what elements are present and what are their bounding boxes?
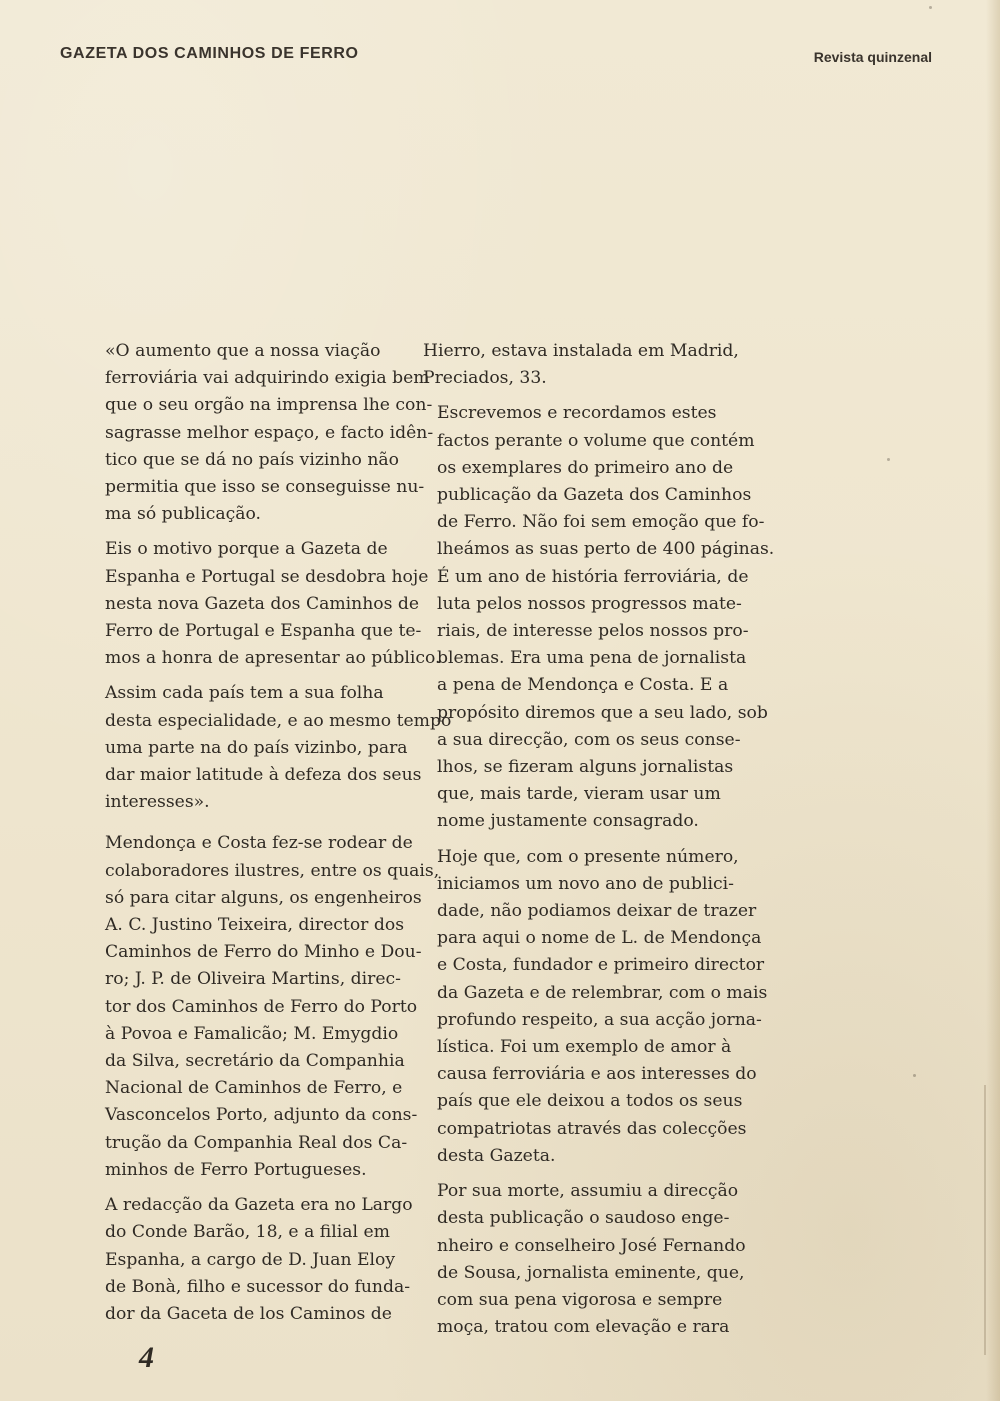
paragraph-new-year	[423, 844, 768, 1170]
text-line: de Sousa, jornalista eminente, que,	[437, 1262, 745, 1283]
text-line: ro; J. P. de Oliveira Martins, direc-	[105, 969, 401, 990]
text-line: Nacional de Caminhos de Ferro, e	[105, 1078, 403, 1099]
text-line: Ferro de Portugal e Espanha que te-	[105, 621, 422, 642]
text-line: Por sua morte, assumiu a direcção	[437, 1181, 739, 1202]
text-line: publicação da Gazeta dos Caminhos	[437, 485, 752, 506]
text-line: a sua direcção, com os seus conse-	[437, 729, 741, 750]
text-line: interesses».	[105, 792, 210, 813]
paragraph-redaction	[83, 1192, 413, 1328]
text-line: os exemplares do primeiro ano de	[437, 457, 734, 478]
text-line: Hoje que, com o presente número,	[437, 846, 739, 867]
text-line: da Gazeta e de relembrar, com o mais	[437, 982, 768, 1003]
text-line: Preciados, 33.	[423, 368, 547, 389]
text-line: com sua pena vigorosa e sempre	[437, 1289, 723, 1310]
text-line: desta publicação o saudoso enge-	[437, 1208, 730, 1229]
paper-speck	[887, 458, 890, 461]
text-line: riais, de interesse pelos nossos pro-	[437, 621, 749, 642]
text-line: Assim cada país tem a sua folha	[105, 683, 384, 704]
right-column	[423, 338, 775, 1341]
text-line: luta pelos nossos progressos mate-	[437, 593, 742, 614]
text-line: factos perante o volume que contém	[437, 430, 755, 451]
text-line: Escrevemos e recordamos estes	[437, 403, 717, 424]
text-line: lística. Foi um exemplo de amor à	[437, 1037, 732, 1058]
paragraph-quote-start	[83, 338, 434, 528]
text-line: permitia que isso se conseguisse nu-	[105, 477, 425, 498]
text-line: ferroviária vai adquirindo exigia bem	[105, 368, 430, 389]
text-line: ma só publicação.	[105, 504, 261, 525]
text-line: Eis o motivo porque a Gazeta de	[105, 539, 388, 560]
text-line: para aqui o nome de L. de Mendonça	[437, 928, 762, 949]
text-line: sagrasse melhor espaço, e facto idên-	[105, 422, 434, 443]
text-line: do Conde Barão, 18, e a filial em	[105, 1222, 390, 1243]
text-line: desta especialidade, e ao mesmo tempo	[105, 710, 452, 731]
text-line: da Silva, secretário da Companhia	[105, 1051, 405, 1072]
text-line: «O aumento que a nossa viação	[105, 341, 381, 361]
text-line: Espanha, a cargo de D. Juan Eloy	[105, 1249, 396, 1270]
text-line: moça, tratou com elevação e rara	[437, 1317, 730, 1338]
publication-subtitle: Revista quinzenal	[813, 49, 932, 65]
text-line: mos a honra de apresentar ao público.	[105, 648, 441, 669]
text-line: Mendonça e Costa fez-se rodear de	[105, 833, 413, 854]
text-line: A redacção da Gazeta era no Largo	[105, 1195, 413, 1216]
text-line: só para citar alguns, os engenheiros	[105, 887, 422, 908]
text-line: e Costa, fundador e primeiro director	[437, 955, 765, 976]
text-line: A. C. Justino Teixeira, director dos	[105, 915, 405, 936]
text-line: colaboradores ilustres, entre os quais,	[105, 860, 440, 881]
text-line: iniciamos um novo ano de publici-	[437, 873, 734, 894]
paragraph-first-year	[423, 400, 775, 835]
text-line: Caminhos de Ferro do Minho e Dou-	[105, 942, 422, 963]
paper-speck	[929, 6, 932, 9]
paragraph-successor	[423, 1178, 760, 1341]
text-line: minhos de Ferro Portugueses.	[105, 1159, 367, 1180]
text-line: trução da Companhia Real dos Ca-	[105, 1132, 408, 1153]
page-number: 4	[139, 1341, 154, 1374]
paragraph-quote-middle	[83, 536, 441, 672]
text-line: lheámos as suas perto de 400 páginas.	[437, 539, 775, 560]
text-line: tico que se dá no país vizinho não	[105, 449, 400, 470]
text-line: lhos, se fizeram alguns jornalistas	[437, 757, 734, 778]
left-column	[83, 338, 452, 1328]
paragraph-continuation	[423, 338, 760, 392]
text-line: propósito diremos que a seu lado, sob	[437, 702, 768, 723]
text-line: blemas. Era uma pena de jornalista	[437, 648, 747, 669]
text-line: profundo respeito, a sua acção jorna-	[437, 1009, 762, 1030]
text-line: de Bonà, filho e sucessor do funda-	[105, 1276, 411, 1297]
text-line: É um ano de história ferroviária, de	[437, 566, 749, 587]
text-line: de Ferro. Não foi sem emoção que fo-	[437, 512, 765, 533]
text-line: que, mais tarde, vieram usar um	[437, 784, 721, 805]
text-line: que o seu orgão na imprensa lhe con-	[105, 395, 433, 416]
text-line: uma parte na do país vizinbo, para	[105, 737, 408, 758]
publication-title: GAZETA DOS CAMINHOS DE FERRO	[60, 45, 359, 62]
text-line: país que ele deixou a todos os seus	[437, 1091, 743, 1112]
text-line: nesta nova Gazeta dos Caminhos de	[105, 593, 420, 614]
text-line: Hierro, estava instalada em Madrid,	[423, 341, 739, 361]
text-line: à Povoa e Famalicão; M. Emygdio	[105, 1023, 399, 1044]
text-line: nome justamente consagrado.	[437, 811, 699, 832]
paragraph-collaborators	[83, 830, 440, 1184]
text-line: tor dos Caminhos de Ferro do Porto	[105, 996, 418, 1017]
text-line: compatriotas através das colecções	[437, 1118, 747, 1139]
text-line: a pena de Mendonça e Costa. E a	[437, 675, 729, 696]
text-line: dade, não podiamos deixar de trazer	[437, 901, 757, 922]
text-line: nheiro e conselheiro José Fernando	[437, 1235, 746, 1256]
text-line: dar maior latitude à defeza dos seus	[105, 765, 422, 786]
paper-speck	[913, 1074, 916, 1077]
paragraph-quote-end	[83, 680, 452, 816]
text-line: dor da Gaceta de los Caminos de	[105, 1303, 392, 1324]
text-line: desta Gazeta.	[437, 1145, 556, 1166]
text-line: causa ferroviária e aos interesses do	[437, 1064, 757, 1085]
text-line: Espanha e Portugal se desdobra hoje	[105, 566, 429, 587]
text-line: Vasconcelos Porto, adjunto da cons-	[105, 1105, 418, 1126]
